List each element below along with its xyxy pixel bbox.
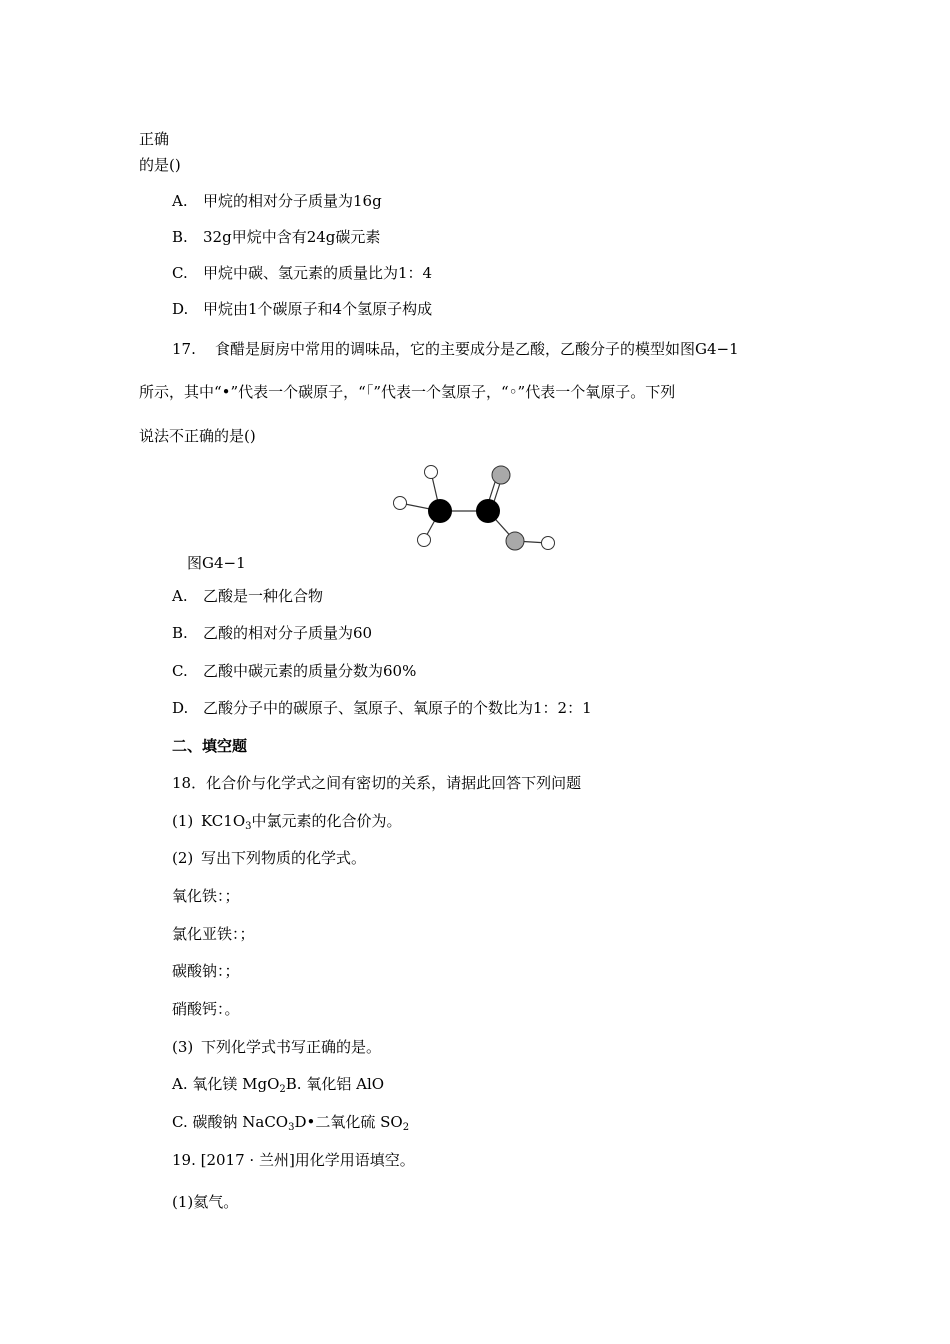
q16-stem-line2: 的是() [139,156,181,174]
option-text: 乙酸的相对分子质量为60 [203,624,373,642]
q19-part-1: (1)氦气。 [172,1193,239,1211]
blank-ferric-oxide: 氧化铁：； [172,887,240,905]
hydrogen-atom [425,466,438,479]
q17-option-c [172,661,416,681]
q19-stem: 19. [2017 · 兰州]用化学用语填空。 [172,1151,415,1169]
q17-option-d [172,698,592,718]
formula-subscript: 3 [245,821,252,832]
carbon-atom [428,499,452,523]
part-label: (2) [172,849,194,867]
option-text: 乙酸是一种化合物 [203,587,324,605]
part-text: 下列化学式书写正确的是。 [201,1038,382,1056]
hydrogen-atom [394,497,407,510]
option-letter: C. [172,662,188,680]
q17-stem-line1 [172,339,739,359]
blank-calcium-nitrate: 硝酸钙：。 [172,1000,240,1018]
q17-option-b [172,623,372,643]
formula-subscript: 3 [288,1122,295,1133]
q16-option-b [172,227,380,247]
option-text: 甲烷由1个碳原子和4个氢原子构成 [203,300,433,318]
option-letter: A. [172,587,188,605]
part-text: 写出下列物质的化学式。 [201,849,367,867]
option-letter: A. [172,192,188,210]
part-label: (3) [172,1038,194,1056]
q16-option-a [172,191,382,211]
q18-options-cd [172,1112,409,1132]
hydrogen-atom [418,534,431,547]
q18-options-ab [172,1074,384,1094]
oxygen-atom [506,532,524,550]
q17-stem-line2: 所示，其中“•”代表一个碳原子，“「”代表一个氢原子，“◦”代表一个氧原子。下列 [139,383,676,401]
q16-option-c [172,263,432,283]
option-text: 甲烷的相对分子质量为16g [203,192,382,210]
question-number: 17. [172,340,196,358]
blank-sodium-carbonate: 碳酸钠：； [172,962,240,980]
option-letter: D. [172,699,189,717]
formula-subscript: 2 [279,1084,286,1095]
option-letter: D. [172,300,189,318]
q17-stem-text: 食醋是厨房中常用的调味品，它的主要成分是乙酸，乙酸分子的模型如图G4−1 [215,340,739,358]
q17-option-a [172,586,323,606]
formula-text: KC1O [201,812,246,830]
option-letter: B. [172,624,188,642]
carbon-atom [476,499,500,523]
section-title: 二、填空题 [172,737,248,755]
formula-subscript: 2 [402,1122,410,1133]
option-b-text: B. 氧化铝 AlO [285,1075,385,1093]
q18-part-3 [172,1037,381,1057]
option-text: 甲烷中碳、氢元素的质量比为1：4 [203,264,433,282]
q16-option-d [172,299,432,319]
q18-part-2 [172,848,366,868]
blank-ferrous-chloride: 氯化亚铁：； [172,925,255,943]
figure-caption: 图G4−1 [187,554,246,572]
part-label: (1) [172,812,194,830]
q18-part-1 [172,811,402,831]
q18-stem: 18．化合价与化学式之间有密切的关系，请据此回答下列问题 [172,774,582,792]
option-text: 乙酸中碳元素的质量分数为60% [203,662,417,680]
hydrogen-atom [542,537,555,550]
option-d-text: D•二氧化硫 SO [294,1113,403,1131]
option-text: 32g甲烷中含有24g碳元素 [203,228,381,246]
option-text: 乙酸分子中的碳原子、氢原子、氧原子的个数比为1：2：1 [203,699,592,717]
option-letter: C. [172,264,188,282]
q16-stem-line1: 正确 [139,130,170,148]
oxygen-atom [492,466,510,484]
option-letter: B. [172,228,188,246]
q17-stem-line3: 说法不正确的是() [139,427,256,445]
part-text: 中氯元素的化合价为。 [251,812,402,830]
option-c-text: C. 碳酸钠 NaCO [172,1113,289,1131]
option-a-text: A. 氧化镁 MgO [172,1075,280,1093]
acetic-acid-molecule-figure [385,458,565,558]
